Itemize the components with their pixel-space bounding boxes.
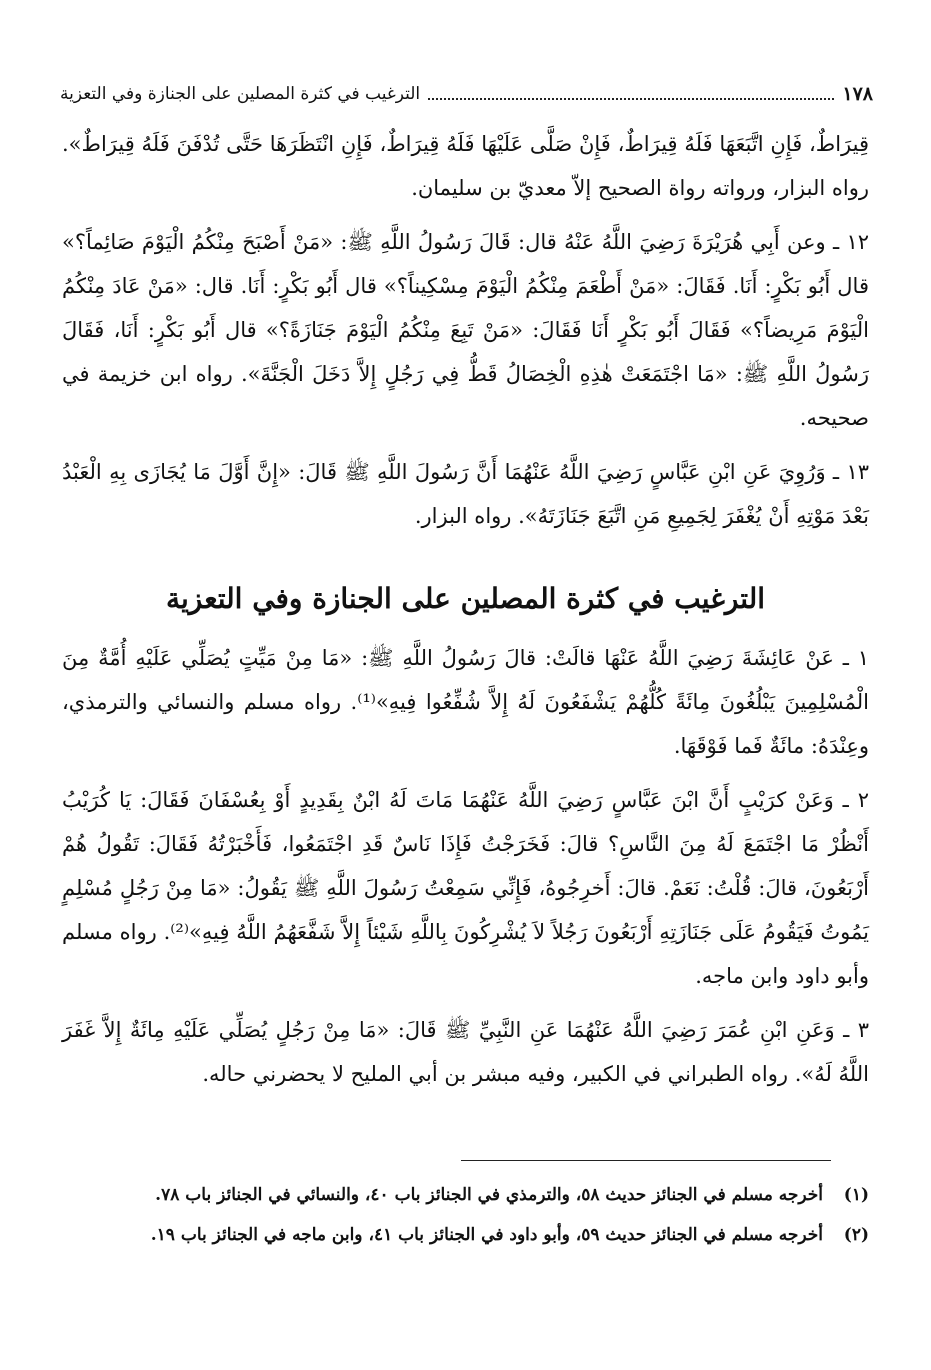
- footnote: [62, 1178, 869, 1212]
- footnote-text: أخرجه مسلم في الجنائز حديث ٥٩، وأبو داود في الجنائز باب ٤١، وابن ماجه في الجنائز باب ١٩.: [150, 1225, 823, 1245]
- page-number: ١٧٨: [842, 83, 873, 105]
- header-dot-leader: [428, 88, 834, 100]
- paragraph: قِيرَاطٌ، فَإِنِ اتَّبَعَهَا فَلَهُ قِيرَاطٌ، فَإِنْ صَلَّى عَلَيْهَا فَلَهُ قِيرَاطٌ، فَإِنِ انْتَظَرَهَا حَتَّى تُدْفَنَ فَلَهُ قِيرَاطٌ». رواه البزار، ورواته رواة الصحيح إلاّ معديّ بن سليمان.: [62, 132, 869, 200]
- section-title: الترغيب في كثرة المصلين على الجنازة وفي التعزية: [165, 582, 766, 615]
- paragraph: ٣ ـ وَعَنِ ابْنِ عُمَرَ رَضِيَ اللَّهُ عَنْهُمَا عَنِ النَّبِيِّ ﷺ قَالَ: «مَا مِنْ رَجُلٍ يُصَلِّي عَلَيْهِ مِائَةٌ إِلاَّ غَفَرَ اللَّهُ لَهُ». رواه الطبراني في الكبير، وفيه مبشر بن أبي المليح لا يحضرني حاله.: [62, 1018, 869, 1086]
- footnote-separator: [461, 1160, 831, 1161]
- paragraph: ١٣ ـ وَرُوِيَ عَنِ ابْنِ عَبَّاسٍ رَضِيَ اللَّهُ عَنْهُمَا أَنَّ رَسُولَ اللَّهِ ﷺ قَالَ: «إِنَّ أَوَّلَ مَا يُجَازَى بِهِ الْعَبْدُ بَعْدَ مَوْتِهِ أَنْ يُغْفَرَ لِجَمِيعِ مَنِ اتَّبَعَ جَنَازَتَهُ». رواه البزار.: [62, 460, 869, 528]
- paragraph: ١٢ ـ وعن أَبِي هُرَيْرَةَ رَضِيَ اللَّهُ عَنْهُ قال: قَالَ رَسُولُ اللَّهِ ﷺ: «مَنْ أَصْبَحَ مِنْكُمُ الْيَوْمَ صَائِماً؟» قال أَبُو بَكْرٍ: أَنَا. فَقَالَ: «مَنْ أَطْعَمَ مِنْكُمُ الْيَوْمَ مِسْكِيناً؟» قال أَبُو بَكْرٍ: أَنَا. قال: «مَنْ عَادَ مِنْكُمُ الْيَوْمَ مَرِيضاً؟» فَقَالَ أَبُو بَكْرٍ أَنَا فَقَالَ: «مَنْ تَبِعَ مِنْكُمُ الْيَوْمَ جَنَازَةً؟» قال أَبُو بَكْرٍ: أَنَا، فَقَالَ رَسُولُ اللَّهِ ﷺ: «مَا اجْتَمَعَتْ هٰذِهِ الْخِصَالُ قَطُّ فِي رَجُلٍ إِلاَّ دَخَلَ الْجَنَّةَ». رواه ابن خزيمة في صحيحه.: [62, 230, 869, 430]
- footnote-number: (١): [843, 1185, 869, 1205]
- running-title: الترغيب في كثرة المصلين على الجنازة وفي التعزية: [60, 84, 421, 104]
- paragraph: ٢ ـ وَعَنْ كرَيْبٍ أَنَّ ابْنَ عَبَّاسٍ رَضِيَ اللَّهُ عَنْهُمَا مَاتَ لَهُ ابْنٌ بِقَدِيدٍ أَوْ بِعُسْفَانَ فَقَالَ: يَا كُرَيْبُ أَنْظُرْ مَا اجْتَمَعَ لَهُ مِنَ النَّاسِ؟ قالَ: فَخَرَجْتُ فَإِذَا نَاسٌ قَدِ اجْتَمَعُوا، فَأَخْبَرْتُهُ فَقَالَ: تَقُولُ هُمْ أَرْبَعُونَ، قالَ: قُلْتُ: نَعَمْ. قالَ: أَخرِجُوهُ، فَإِنِّي سَمِعْتُ رَسُولَ اللَّهِ ﷺ يَقُولُ: «مَا مِنْ رَجُلٍ مُسْلِمٍ يَمُوتُ فَيَقُومُ عَلَى جَنَازَتِهِ أَرْبَعُونَ رَجُلاً لاَ يُشْرِكُونَ بِاللَّهِ شَيْئاً إِلاَّ شَفَّعَهُمُ اللَّهُ فِيهِ»⁽²⁾. رواه مسلم وأبو داود وابن ماجه.: [62, 788, 870, 988]
- paragraph: ١ ـ عَنْ عَائِشَةَ رَضِيَ اللَّهُ عَنْهَا قالَتْ: قالَ رَسُولُ اللَّهِ ﷺ: «مَا مِنْ مَيِّتٍ يُصَلِّي عَلَيْهِ أُمَّةٌ مِنَ الْمُسْلِمِينَ يَبْلُغُونَ مِائَةً كُلُّهُمْ يَشْفَعُونَ لَهُ إِلاَّ شُفِّعُوا فِيهِ»⁽¹⁾. رواه مسلم والنسائي والترمذي، وعِنْدَهُ: مائَةٌ فَما فَوْقَهَا.: [62, 646, 870, 758]
- running-header: [60, 80, 873, 108]
- footnotes: [62, 1178, 869, 1258]
- footnote: [62, 1218, 869, 1252]
- body-text: [62, 122, 869, 1106]
- footnote-number: (٢): [843, 1225, 869, 1245]
- footnote-text: أخرجه مسلم في الجنائز حديث ٥٨، والترمذي في الجنائز باب ٤٠، والنسائي في الجنائز باب ٧٨.: [155, 1185, 823, 1205]
